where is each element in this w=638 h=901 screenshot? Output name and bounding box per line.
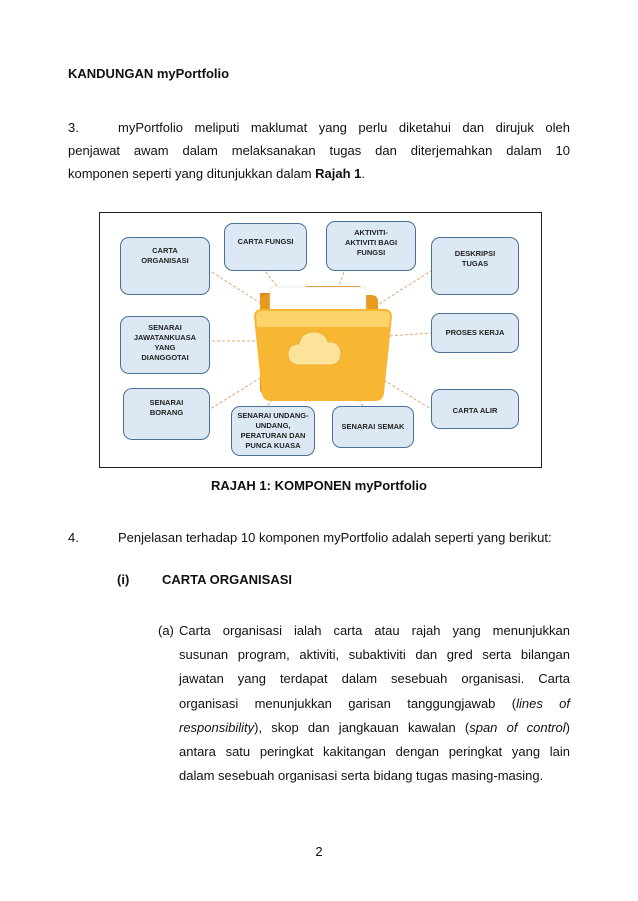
item-a-text [179,619,570,788]
item-a-line-6: antara satu peringkat kakitangan dengan peringkat yang lain [179,744,570,760]
node-text: PROSES KERJA [445,328,505,337]
node-carta-organisasi [120,237,210,295]
node-text: YANG [154,343,176,352]
node-senarai-semak [332,406,414,448]
node-text: SENARAI UNDANG- [237,411,309,420]
item-a-line-4-italic: lines of [516,695,570,711]
node-text: CARTA ALIR [452,406,498,415]
node-text: TUGAS [461,259,489,268]
node-text: SENARAI [149,398,184,407]
node-text: DIANGGOTAI [141,353,189,362]
section-i-title: CARTA ORGANISASI [162,572,292,587]
page-number: 2 [315,844,323,859]
node-text: FUNGSI [356,248,386,257]
node-text: PERATURAN DAN [240,431,306,440]
node-text: ORGANISASI [141,256,189,265]
node-text: PUNCA KUASA [245,441,301,450]
item-a-line-5-close: ) [565,719,570,735]
node-senarai-undang [231,406,315,456]
node-carta-alir [431,389,519,429]
section-i-number: (i) [117,572,130,587]
paragraph-4-text: Penjelasan terhadap 10 komponen myPortfolio adalah seperti yang berikut: [118,530,552,545]
item-a-line-3: jawatan yang terdapat dalam sesebuah organisasi. Carta [179,671,570,687]
node-text: AKTIVITI BAGI [344,238,398,247]
node-text: AKTIVITI- [354,228,388,237]
paragraph-3-line-3 [68,162,365,185]
paragraph-3-period: . [361,166,366,181]
node-text: SENARAI [148,323,182,332]
figure-caption: RAJAH 1: KOMPONEN myPortfolio [211,478,427,493]
item-a-line-5-italic: responsibility [179,719,255,735]
paragraph-3-line-2: penjawat awam dalam melaksanakan tugas dan diterjemahkan dalam 10 [68,143,570,158]
node-text: UNDANG, [255,421,291,430]
node-text: SENARAI SEMAK [341,422,405,431]
node-deskripsi-tugas [431,237,519,295]
node-text: DESKRIPSI [454,249,496,258]
item-a-line-5-italic-2: span of control [469,719,566,735]
paragraph-3-number: 3. [68,120,79,135]
item-a-line-4 [179,692,570,716]
item-a-label: (a) [158,623,174,638]
section-heading: KANDUNGAN myPortfolio [68,66,230,81]
paragraph-4-number: 4. [68,530,79,545]
node-senarai-borang [123,388,210,440]
paragraph-3-line-1: myPortfolio meliputi maklumat yang perlu diketahui dan dirujuk oleh [118,120,570,135]
item-a-line-2: susunan program, aktiviti, subaktiviti dan gred serta bilangan [179,647,570,663]
node-text: JAWATANKUASA [133,333,197,342]
node-aktiviti [326,221,416,271]
node-text: BORANG [149,408,184,417]
figure-reference: Rajah 1 [315,166,362,181]
item-a-line-1: Carta organisasi ialah carta atau rajah yang menunjukkan [179,623,570,638]
node-senarai-jawatankuasa [120,316,210,374]
node-text: CARTA FUNGSI [237,237,294,246]
item-a-line-4-text: organisasi menunjukkan garisan tanggungjawab ( [179,695,517,711]
item-a-line-7: dalam sesebuah organisasi serta bidang tugas masing-masing. [179,768,544,784]
paragraph-3-line-3-text: komponen seperti yang ditunjukkan dalam [68,166,316,181]
node-text: CARTA [152,246,178,255]
node-proses-kerja [431,313,519,353]
item-a-line-5-text: ), skop dan jangkauan kawalan ( [254,719,470,735]
node-carta-fungsi [224,223,307,271]
myportfolio-diagram [99,212,542,468]
item-a-line-5 [179,716,570,740]
